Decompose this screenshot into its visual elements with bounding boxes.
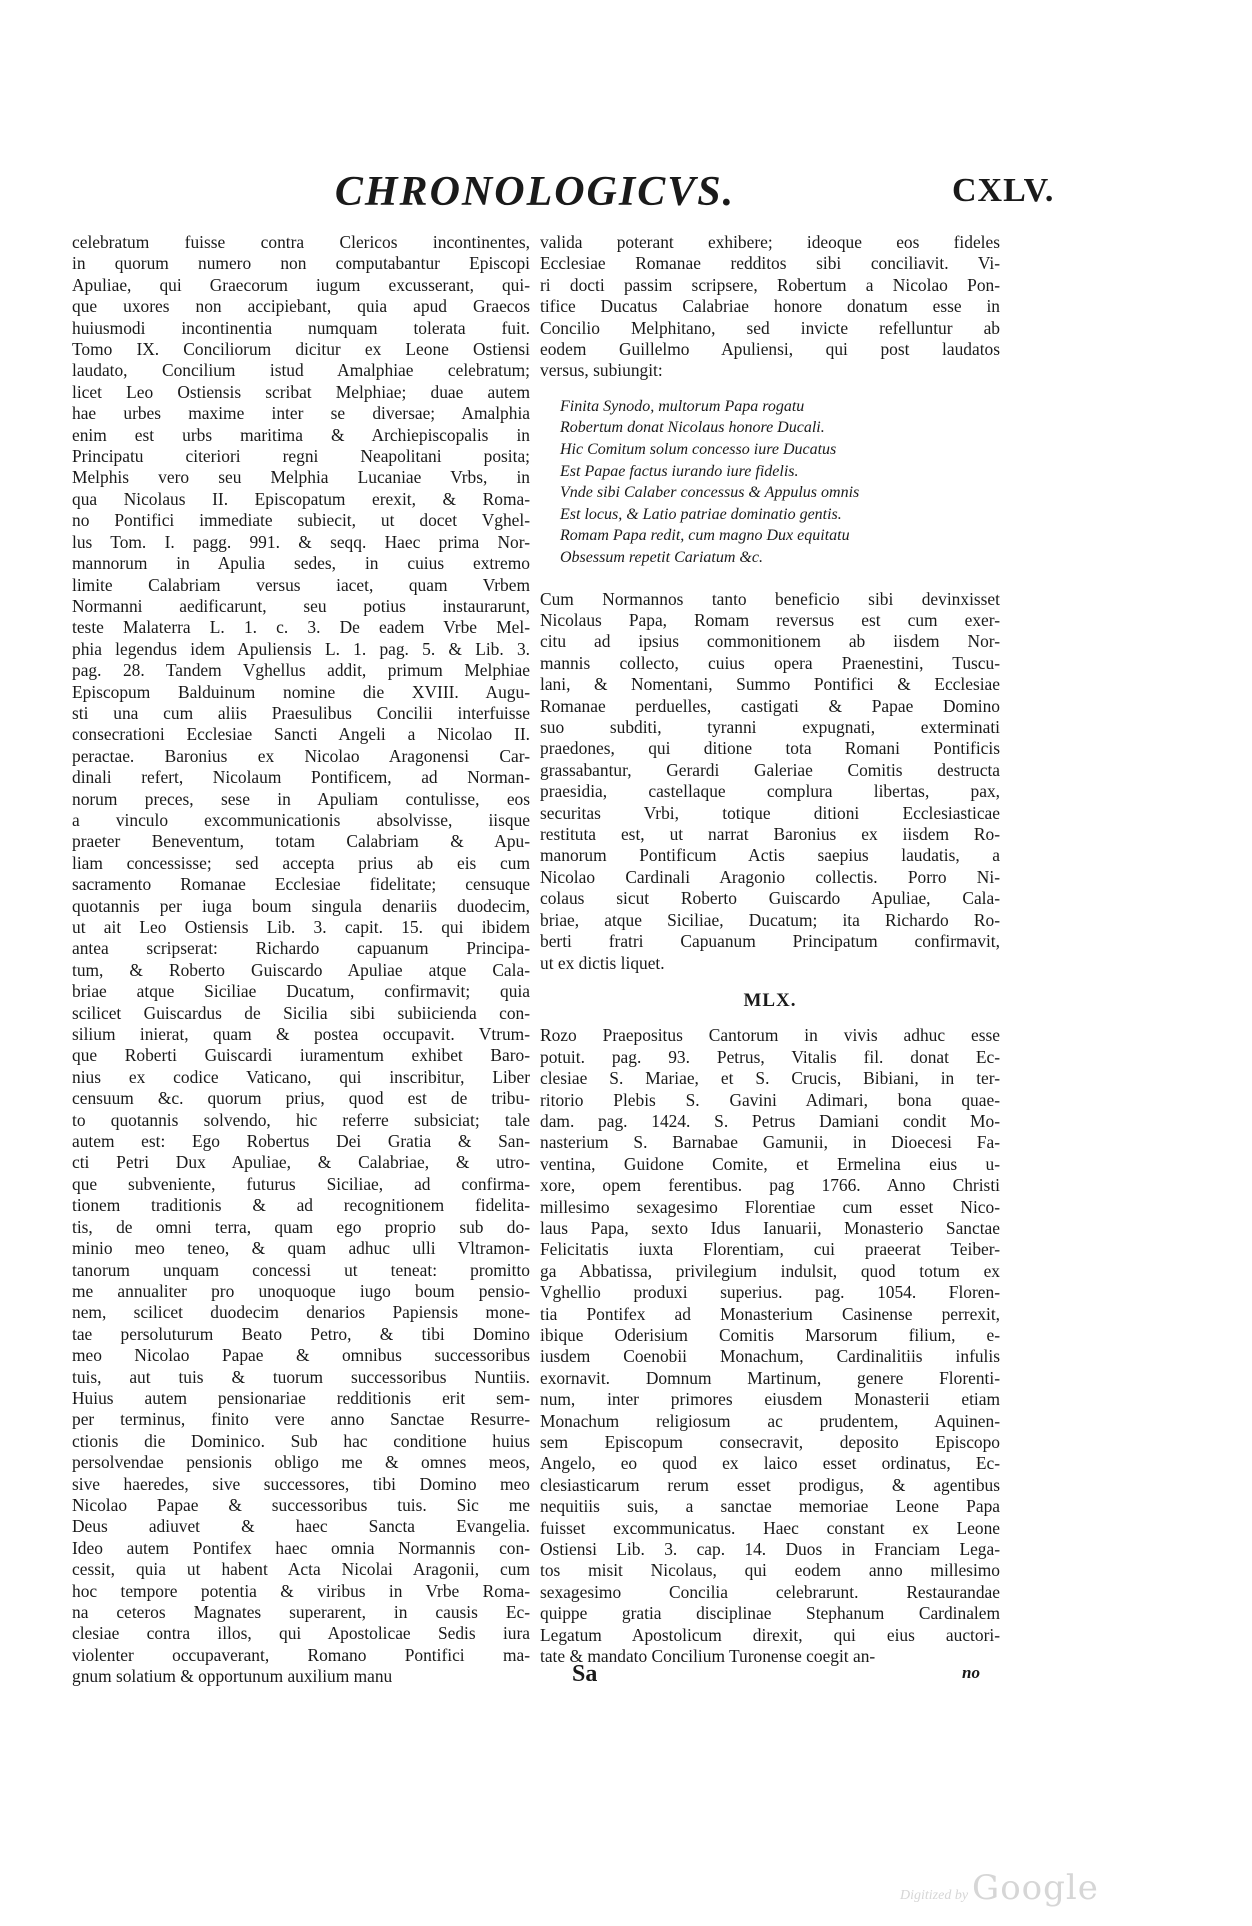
verse-line: Romam Papa redit, cum magno Dux equitatu — [560, 527, 850, 545]
verse-line: Hic Comitum solum concesso iure Ducatus — [560, 441, 837, 459]
text-line: tis, de omni terra, quam ego proprio sub do- — [72, 1216, 530, 1237]
text-line: no Pontifici immediate subiecit, ut docet Vghel- — [72, 510, 530, 531]
text-line: Vghellio produxi superius. pag. 1054. Floren- — [540, 1282, 1000, 1303]
text-line: meo Nicolao Papae & omnibus successoribus — [72, 1345, 530, 1366]
text-line: nem, scilicet duodecim denarios Papiensis mone- — [72, 1302, 530, 1323]
right-intro-text — [540, 232, 1000, 382]
text-line: Principatu citeriori regni Neapolitani posita; — [72, 446, 530, 467]
verse-line: Vnde sibi Calaber concessus & Appulus omnis — [560, 484, 860, 502]
text-line: colaus sicut Roberto Guiscardo Apuliae, Cala- — [540, 888, 1000, 909]
text-line: berti fratri Capuanum Principatum confirmavit, — [540, 931, 1000, 952]
text-line: a vinculo excommunicationis absolvisse, iisque — [72, 809, 530, 830]
text-line: tanorum unquam concessi ut teneat: promitto — [72, 1259, 530, 1280]
text-line: ut ex dictis liquet. — [540, 952, 665, 973]
running-title: CHRONOLOGICVS. — [334, 169, 736, 215]
left-column — [72, 232, 530, 1688]
text-line: celebratum fuisse contra Clericos incontinentes, — [72, 232, 530, 252]
text-line: quotannis per iuga boum singula denariis duodecim, — [72, 895, 530, 916]
text-line: limite Calabriam versus iacet, quam Vrbem — [72, 574, 530, 595]
signature-mark: Sa — [572, 1661, 598, 1687]
watermark-brand: Google — [972, 1868, 1099, 1908]
text-line: nequitiis suis, a sanctae memoriae Leone Papa — [540, 1496, 1000, 1517]
text-line: citu ad ipsius commonitionem ab iisdem Nor- — [540, 631, 1000, 652]
text-line: liam concessisse; sed accepta prius ab eis cum — [72, 852, 530, 873]
text-line: Monachum religiosum ac prudentem, Aquinen- — [540, 1410, 1000, 1431]
text-line: laudato, Concilium istud Amalphiae celebratum; — [72, 360, 530, 381]
text-line: ritorio Plebis S. Gavini Adimari, bona quae- — [540, 1089, 1000, 1110]
text-line: eodem Guillelmo Apuliensi, qui post laudatos — [540, 339, 1000, 360]
text-line: que Roberti Guiscardi iuramentum exhibet Baro- — [72, 1045, 530, 1066]
text-line: consecrationi Ecclesiae Sancti Angeli a Nicolao II. — [72, 724, 530, 745]
text-line: me annualiter pro unoquoque iugo boum pensio- — [72, 1280, 530, 1301]
text-line: licet Leo Ostiensis scribat Melphiae; duae autem — [72, 381, 530, 402]
text-line: violenter occupaverant, Romano Pontifici ma- — [72, 1644, 530, 1665]
text-line: Deus adiuvet & haec Sancta Evangelia. — [72, 1516, 530, 1537]
text-line: Romanae perduelles, castigati & Papae Domino — [540, 695, 1000, 716]
text-line: ga Abbatissa, privilegium indulsit, quod totum ex — [540, 1260, 1000, 1281]
text-line: autem est: Ego Robertus Dei Gratia & San- — [72, 1131, 530, 1152]
verse-line: Finita Synodo, multorum Papa rogatu — [560, 397, 805, 415]
right-lower-text — [540, 1025, 1000, 1667]
text-line: scilicet Guiscardus de Sicilia sibi subiicienda con- — [72, 1002, 530, 1023]
text-line: briae atque Siciliae Ducatum, confirmavit; quia — [72, 981, 530, 1002]
watermark-prefix: Digitized by — [900, 1888, 969, 1903]
text-line: sive haeredes, sive successores, tibi Domino meo — [72, 1473, 530, 1494]
text-line: na ceteros Magnates superarent, in causis Ec- — [72, 1602, 530, 1622]
catchword: no — [962, 1663, 980, 1682]
text-line: mannis collecto, cuius opera Praenestini, Tuscu- — [540, 652, 1000, 673]
text-line: Angelo, eo quod ex laico esset ordinatus, Ec- — [540, 1453, 1000, 1474]
text-line: silium inierat, quam & postea occupavit. Vtrum- — [72, 1024, 530, 1045]
text-line: pag. 28. Tandem Vghellus addit, primum Melphiae — [72, 660, 530, 681]
text-line: tae persoluturum Beato Petro, & tibi Domino — [72, 1323, 530, 1344]
text-line: grassabantur, Gerardi Galeriae Comitis destructa — [540, 759, 1000, 780]
text-line: Huius autem pensionariae redditionis erit sem- — [72, 1387, 530, 1408]
text-line: phia legendus idem Apuliensis L. 1. pag. 5. & Lib. 3. — [72, 638, 530, 659]
text-line: to quotannis solvendo, hic referre subsiciat; tale — [72, 1109, 530, 1130]
text-line: potuit. pag. 93. Petrus, Vitalis fil. donat Ec- — [540, 1046, 1000, 1067]
text-line: sti una cum aliis Praesulibus Concilii interfuisse — [72, 702, 530, 723]
text-line: xore, opem ferentibus. pag 1766. Anno Christi — [540, 1175, 1000, 1196]
text-line: mannorum in Apulia sedes, in cuius extremo — [72, 553, 530, 574]
text-line: tos misit Nicolaus, qui eodem anno millesimo — [540, 1560, 1000, 1581]
text-line: ibique Oderisium Comitis Marsorum filium, e- — [540, 1325, 1000, 1345]
text-line: Melphis vero seu Melphia Lucaniae Vrbs, in — [72, 467, 530, 488]
verse-line: Robertum donat Nicolaus honore Ducali. — [560, 419, 825, 437]
text-line: Ostiensi Lib. 3. cap. 14. Duos in Franciam Lega- — [540, 1539, 1000, 1560]
text-line: Tomo IX. Conciliorum dicitur ex Leone Ostiensi — [72, 339, 530, 360]
text-line: Normanni aedificarunt, seu potius instaurarunt, — [72, 595, 530, 616]
text-line: Apuliae, qui Graecorum iugum excusserant, qui- — [72, 274, 530, 295]
text-line: teste Malaterra L. 1. c. 3. De eadem Vrbe Mel- — [72, 617, 530, 638]
text-line: Nicolao Papae & successoribus tuis. Sic me — [72, 1494, 530, 1515]
text-line: quippe gratia disciplinae Stephanum Cardinalem — [540, 1603, 1000, 1624]
text-line: qua Nicolaus II. Episcopatum erexit, & Roma- — [72, 488, 530, 509]
text-line: clesiasticarum rerum esset prodigus, & agentibus — [540, 1474, 1000, 1495]
verse-line: Obsessum repetit Cariatum &c. — [560, 549, 763, 566]
text-line: gnum solatium & opportunum auxilium manu — [72, 1666, 393, 1687]
text-line: Nicolaus Papa, Romam reversus est cum exer- — [540, 610, 1000, 630]
text-line: praeter Beneventum, totam Calabriam & Apu- — [72, 831, 530, 852]
text-line: praedones, qui ditione tota Romani Pontificis — [540, 738, 1000, 759]
text-line: sacramento Romanae Ecclesiae fidelitate; censuque — [72, 874, 530, 895]
text-line: sexagesimo Concilia celebrarunt. Restaurandae — [540, 1581, 1000, 1602]
text-line: millesimo sexagesimo Florentiae cum esset Nico- — [540, 1196, 1000, 1217]
verse-quotation — [540, 396, 1000, 569]
text-line: ventina, Guidone Comite, et Ermelina eius u- — [540, 1153, 1000, 1174]
text-line: hoc tempore potentia & viribus in Vrbe Roma- — [72, 1580, 530, 1601]
text-line: securitas Vrbi, totique ditioni Ecclesiasticae — [540, 802, 1000, 823]
text-line: censuum &c. quorum prius, quod est de tribu- — [72, 1088, 530, 1109]
text-line: sem Episcopum consecravit, deposito Episcopo — [540, 1432, 1000, 1453]
text-line: manorum Pontificum Actis saepius laudatis, a — [540, 845, 1000, 866]
text-line: tia Pontifex ad Monasterium Casinense perrexit, — [540, 1303, 1000, 1324]
text-line: que uxores non accipiebant, quia apud Graecos — [72, 296, 530, 317]
text-line: dinali refert, Nicolaum Pontificem, ad Norman- — [72, 767, 530, 788]
text-line: Rozo Praepositus Cantorum in vivis adhuc esse — [540, 1025, 1000, 1046]
text-line: suo subditi, tyranni expugnati, exterminati — [540, 717, 1000, 738]
text-line: ut ait Leo Ostiensis Lib. 3. capit. 15. qui ibidem — [72, 917, 530, 937]
verse-line: Est Papae factus iurando iure fidelis. — [560, 462, 799, 480]
text-line: Ideo autem Pontifex haec omnia Normannis con- — [72, 1537, 530, 1558]
text-line: Ecclesiae Romanae redditos sibi conciliavit. Vi- — [540, 253, 1000, 274]
text-line: nasterium S. Barnabae Gamunii, in Dioecesi Fa- — [540, 1132, 1000, 1153]
text-line: hae urbes maxime inter se diversae; Amalphia — [72, 403, 530, 424]
text-line: per terminus, finito vere anno Sanctae Resurre- — [72, 1409, 530, 1430]
text-line: versus, subiungit: — [540, 360, 663, 381]
text-line: tum, & Roberto Guiscardo Apuliae atque Cala- — [72, 959, 530, 980]
text-line: Concilio Melphitano, sed invicte refelluntur ab — [540, 317, 1000, 338]
text-line: iusdem Coenobii Monachum, Cardinalitiis infulis — [540, 1346, 1000, 1367]
text-line: clesiae contra illos, qui Apostolicae Sedis iura — [72, 1623, 530, 1644]
text-line: dam. pag. 1424. S. Petrus Damiani condit Mo- — [540, 1110, 1000, 1131]
right-column — [540, 232, 1000, 1668]
text-line: in quorum numero non computabantur Episcopi — [72, 253, 530, 274]
text-line: nius ex codice Vaticano, qui inscribitur, Liber — [72, 1066, 530, 1087]
text-line: tionem traditionis & ad recognitionem fidelita- — [72, 1195, 530, 1216]
text-line: cessit, quia ut habent Acta Nicolai Aragonii, cum — [72, 1559, 530, 1580]
text-line: norum preces, sese in Apuliam contulisse, eos — [72, 788, 530, 809]
text-line: Felicitatis iuxta Florentiam, cui praeerat Teiber- — [540, 1239, 1000, 1260]
text-line: ctionis die Dominico. Sub hac conditione huius — [72, 1430, 530, 1451]
text-line: Legatum Apostolicum direxit, qui eius auctori- — [540, 1624, 1000, 1645]
text-line: exornavit. Domnum Martinum, genere Florenti- — [540, 1367, 1000, 1388]
text-line: restituta est, ut narrat Baronius ex iisdem Ro- — [540, 824, 1000, 845]
text-line: huiusmodi incontinentia numquam tolerata fuit. — [72, 317, 530, 338]
text-line: cti Petri Dux Apuliae, & Calabriae, & utro- — [72, 1152, 530, 1173]
text-line: praesidia, castellaque complura libertas, pax, — [540, 781, 1000, 802]
verse-line: Est locus, & Latio patriae dominatio gentis. — [560, 505, 842, 523]
text-line: peractae. Baronius ex Nicolao Aragonensi Car- — [72, 745, 530, 766]
text-line: lus Tom. I. pagg. 991. & seqq. Haec prima Nor- — [72, 531, 530, 552]
text-line: antea scripserat: Richardo capuanum Principa- — [72, 938, 530, 959]
text-line: que subveniente, futurus Siciliae, ad confirma- — [72, 1173, 530, 1194]
text-line: valida poterant exhibere; ideoque eos fideles — [540, 232, 1000, 252]
text-line: Nicolao Cardinali Aragonio collectis. Porro Ni- — [540, 866, 1000, 887]
text-line: Episcopum Balduinum nomine die XVIII. Augu- — [72, 681, 530, 702]
text-line: tate & mandato Concilium Turonense coegit an- — [540, 1646, 876, 1667]
text-line: minio meo teneo, & quam adhuc ulli Vltramon- — [72, 1238, 530, 1259]
text-line: lani, & Nomentani, Summo Pontifici & Ecclesiae — [540, 674, 1000, 695]
text-line: clesiae S. Mariae, et S. Crucis, Bibiani, in ter- — [540, 1068, 1000, 1089]
text-line: fuisset excommunicatus. Haec constant ex Leone — [540, 1517, 1000, 1538]
right-middle-text — [540, 589, 1000, 974]
text-line: enim est urbs maritima & Archiepiscopalis in — [72, 424, 530, 445]
page-number: CXLV. — [952, 172, 1055, 209]
text-line: tuis, aut tuis & tuorum successoribus Nuntiis. — [72, 1366, 530, 1387]
text-line: num, inter primores eiusdem Monasterii etiam — [540, 1389, 1000, 1410]
text-line: tifice Ducatus Calabriae honore donatum esse in — [540, 296, 1000, 317]
year-heading: MLX. — [743, 989, 797, 1011]
text-line: Cum Normannos tanto beneficio sibi devinxisset — [540, 588, 1000, 609]
digitization-watermark — [900, 1868, 1099, 1908]
text-line: laus Papa, sexto Idus Ianuarii, Monasterio Sanctae — [540, 1217, 1000, 1238]
text-line: ri docti passim scripsere, Robertum a Nicolao Pon- — [540, 274, 1000, 295]
text-line: briae, atque Siciliae, Ducatum; ita Richardo Ro- — [540, 909, 1000, 930]
text-line: persolvendae pensionis obligo me & omnes meos, — [72, 1452, 530, 1473]
